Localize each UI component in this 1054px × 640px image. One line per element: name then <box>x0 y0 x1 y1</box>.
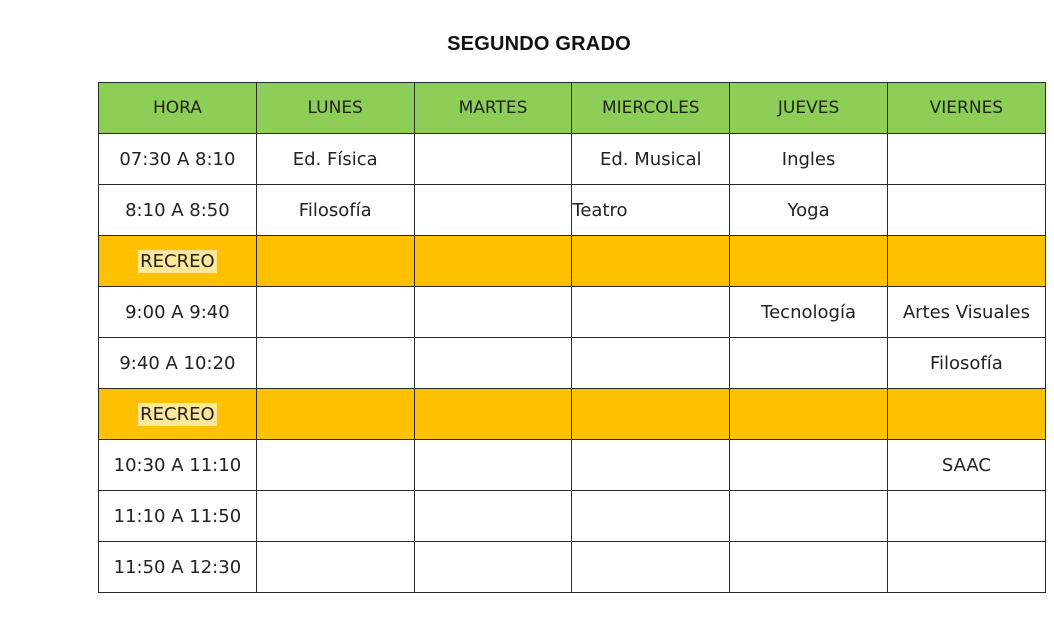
cell-hora: 11:50 A 12:30 <box>99 542 257 593</box>
header-jueves: JUEVES <box>730 83 888 134</box>
cell-martes <box>414 440 572 491</box>
cell-recreo <box>572 389 730 440</box>
cell-recreo <box>256 389 414 440</box>
cell-lunes <box>256 338 414 389</box>
cell-jueves: Tecnología <box>730 287 888 338</box>
cell-viernes: Filosofía <box>887 338 1045 389</box>
cell-jueves: Yoga <box>730 185 888 236</box>
cell-miercoles <box>572 338 730 389</box>
cell-jueves <box>730 542 888 593</box>
cell-martes <box>414 185 572 236</box>
cell-recreo <box>414 236 572 287</box>
cell-jueves <box>730 440 888 491</box>
table-row <box>99 542 1046 593</box>
cell-hora <box>99 389 257 440</box>
table-row <box>99 134 1046 185</box>
page-title: SEGUNDO GRADO <box>447 33 631 55</box>
header-row <box>99 83 1046 134</box>
cell-hora: 11:10 A 11:50 <box>99 491 257 542</box>
cell-hora: 8:10 A 8:50 <box>99 185 257 236</box>
table-row <box>99 338 1046 389</box>
cell-miercoles <box>572 440 730 491</box>
cell-recreo <box>887 389 1045 440</box>
cell-hora: 07:30 A 8:10 <box>99 134 257 185</box>
recreo-row <box>99 389 1046 440</box>
cell-lunes: Ed. Física <box>256 134 414 185</box>
cell-recreo <box>730 236 888 287</box>
cell-martes <box>414 542 572 593</box>
recreo-label: RECREO <box>140 403 215 425</box>
cell-viernes <box>887 542 1045 593</box>
cell-jueves: Ingles <box>730 134 888 185</box>
cell-martes <box>414 338 572 389</box>
cell-martes <box>414 491 572 542</box>
cell-miercoles <box>572 287 730 338</box>
schedule-table <box>98 82 1046 593</box>
header-miercoles: MIERCOLES <box>572 83 730 134</box>
cell-viernes <box>887 134 1045 185</box>
cell-lunes: Filosofía <box>256 185 414 236</box>
table-row <box>99 440 1046 491</box>
cell-viernes <box>887 491 1045 542</box>
cell-hora: 9:40 A 10:20 <box>99 338 257 389</box>
cell-lunes <box>256 287 414 338</box>
cell-miercoles <box>572 542 730 593</box>
cell-miercoles: Ed. Musical <box>572 134 730 185</box>
table-row <box>99 287 1046 338</box>
header-viernes: VIERNES <box>887 83 1045 134</box>
cell-recreo <box>256 236 414 287</box>
header-hora: HORA <box>99 83 257 134</box>
cell-viernes <box>887 185 1045 236</box>
cell-viernes: Artes Visuales <box>887 287 1045 338</box>
table-row <box>99 185 1046 236</box>
recreo-row <box>99 236 1046 287</box>
cell-viernes: SAAC <box>887 440 1045 491</box>
cell-hora: 10:30 A 11:10 <box>99 440 257 491</box>
cell-miercoles: Teatro <box>572 185 730 236</box>
cell-martes <box>414 134 572 185</box>
cell-jueves <box>730 491 888 542</box>
cell-recreo <box>572 236 730 287</box>
cell-lunes <box>256 440 414 491</box>
cell-martes <box>414 287 572 338</box>
cell-recreo <box>414 389 572 440</box>
cell-hora <box>99 236 257 287</box>
header-martes: MARTES <box>414 83 572 134</box>
cell-miercoles <box>572 491 730 542</box>
cell-recreo <box>730 389 888 440</box>
header-lunes: LUNES <box>256 83 414 134</box>
table-row <box>99 491 1046 542</box>
cell-lunes <box>256 491 414 542</box>
cell-hora: 9:00 A 9:40 <box>99 287 257 338</box>
cell-lunes <box>256 542 414 593</box>
recreo-label: RECREO <box>140 250 215 272</box>
cell-recreo <box>887 236 1045 287</box>
cell-jueves <box>730 338 888 389</box>
